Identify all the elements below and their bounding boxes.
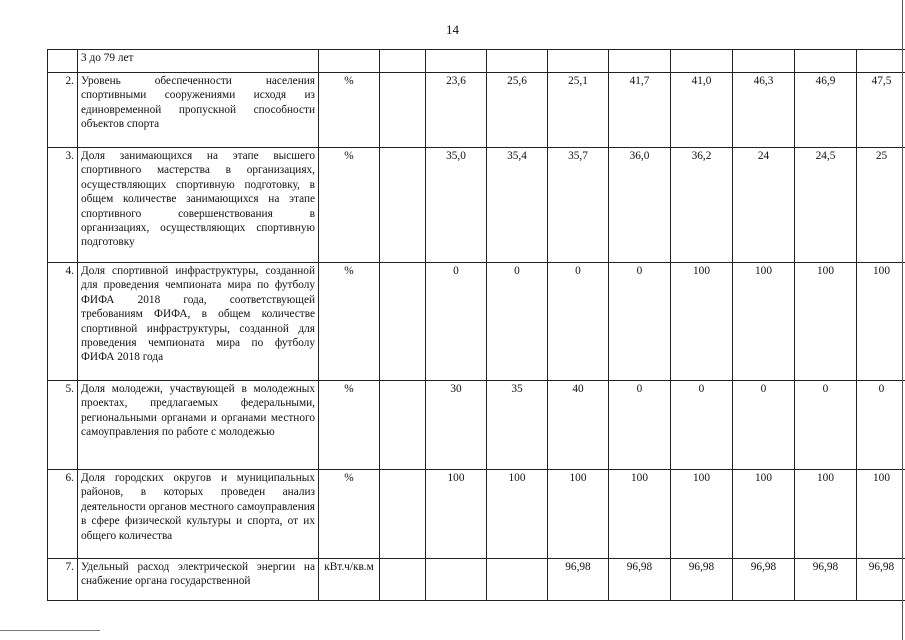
table-row [48, 470, 905, 559]
value-cell: 25 [857, 148, 905, 263]
continuation-row [48, 50, 905, 73]
value-cell: 46,9 [795, 73, 857, 148]
value-cell: 0 [733, 381, 795, 470]
value-cell: 100 [426, 470, 487, 559]
page-edge-line [902, 0, 903, 640]
value-cell: 35,4 [487, 148, 548, 263]
table-row [48, 381, 905, 470]
value-cell: 0 [487, 263, 548, 381]
unit-cell: % [319, 470, 380, 559]
value-cell: 25,6 [487, 73, 548, 148]
value-cell: 96,98 [795, 559, 857, 601]
value-cell: 100 [795, 263, 857, 381]
value-cell: 24 [733, 148, 795, 263]
indicator-name: Уровень обеспеченности населения спортивными сооружениями исходя из единовременной пропускной способности объектов спорта [78, 73, 319, 148]
value-cell: 47,5 [857, 73, 905, 148]
page-number: 14 [446, 22, 459, 37]
value-cell: 30 [426, 381, 487, 470]
value-cell: 41,0 [671, 73, 733, 148]
indicator-name: Доля молодежи, участвующей в молодежных проектах, предлагаемых федеральными, региональными органами и органами местного самоуправления по работе с молодежью [78, 381, 319, 470]
indicator-name: Доля занимающихся на этапе высшего спортивного мастерства в организациях, осуществляющих спортивную подготовку, в общем количестве занимающихся на этапе спортивного совершенствования в организациях, осуществляющих спортивную подготовку [78, 148, 319, 263]
continuation-text: 3 до 79 лет [78, 50, 319, 73]
value-cell: 96,98 [733, 559, 795, 601]
row-number: 4. [48, 263, 78, 381]
unit-cell: % [319, 73, 380, 148]
unit-cell: % [319, 263, 380, 381]
value-cell: 0 [795, 381, 857, 470]
value-cell: 96,98 [609, 559, 671, 601]
value-cell: 100 [671, 263, 733, 381]
value-cell: 35,0 [426, 148, 487, 263]
value-cell: 100 [733, 263, 795, 381]
table-row [48, 73, 905, 148]
row-number: 2. [48, 73, 78, 148]
value-cell: 100 [857, 263, 905, 381]
unit-cell: % [319, 148, 380, 263]
value-cell [487, 559, 548, 601]
value-cell: 0 [426, 263, 487, 381]
scan-artifact-line [0, 630, 100, 631]
value-cell: 100 [548, 470, 609, 559]
value-cell: 0 [548, 263, 609, 381]
value-cell: 100 [609, 470, 671, 559]
value-cell [380, 263, 426, 381]
value-cell: 100 [487, 470, 548, 559]
value-cell: 40 [548, 381, 609, 470]
value-cell: 36,2 [671, 148, 733, 263]
value-cell: 0 [609, 381, 671, 470]
value-cell: 24,5 [795, 148, 857, 263]
value-cell: 100 [857, 470, 905, 559]
indicators-table [47, 49, 905, 601]
value-cell: 36,0 [609, 148, 671, 263]
value-cell: 35 [487, 381, 548, 470]
row-number: 5. [48, 381, 78, 470]
unit-cell: кВт.ч/кв.м [319, 559, 380, 601]
value-cell: 100 [795, 470, 857, 559]
value-cell [380, 381, 426, 470]
value-cell: 23,6 [426, 73, 487, 148]
value-cell [380, 73, 426, 148]
value-cell: 0 [609, 263, 671, 381]
value-cell: 0 [671, 381, 733, 470]
indicator-name: Доля городских округов и муниципальных районов, в которых проведен анализ деятельности органов местного самоуправления в сфере физической культуры и спорта, от их общего количества [78, 470, 319, 559]
value-cell [380, 559, 426, 601]
value-cell: 96,98 [671, 559, 733, 601]
row-number: 3. [48, 148, 78, 263]
value-cell [426, 559, 487, 601]
value-cell: 35,7 [548, 148, 609, 263]
table-row [48, 148, 905, 263]
value-cell [380, 148, 426, 263]
value-cell [380, 470, 426, 559]
table-row [48, 559, 905, 601]
value-cell: 41,7 [609, 73, 671, 148]
table-row [48, 263, 905, 381]
row-number: 7. [48, 559, 78, 601]
value-cell: 100 [671, 470, 733, 559]
value-cell: 96,98 [857, 559, 905, 601]
value-cell: 25,1 [548, 73, 609, 148]
indicator-name: Доля спортивной инфраструктуры, созданной для проведения чемпионата мира по футболу ФИФА 2018 года, соответствующей требованиям ФИФА, в общем количестве спортивной инфраструктуры, созданной для проведения чемпионата мира по футболу ФИФА 2018 года [78, 263, 319, 381]
value-cell: 100 [733, 470, 795, 559]
unit-cell: % [319, 381, 380, 470]
value-cell: 46,3 [733, 73, 795, 148]
row-number: 6. [48, 470, 78, 559]
value-cell: 96,98 [548, 559, 609, 601]
indicator-name: Удельный расход электрической энергии на снабжение органа государственной [78, 559, 319, 601]
value-cell: 0 [857, 381, 905, 470]
